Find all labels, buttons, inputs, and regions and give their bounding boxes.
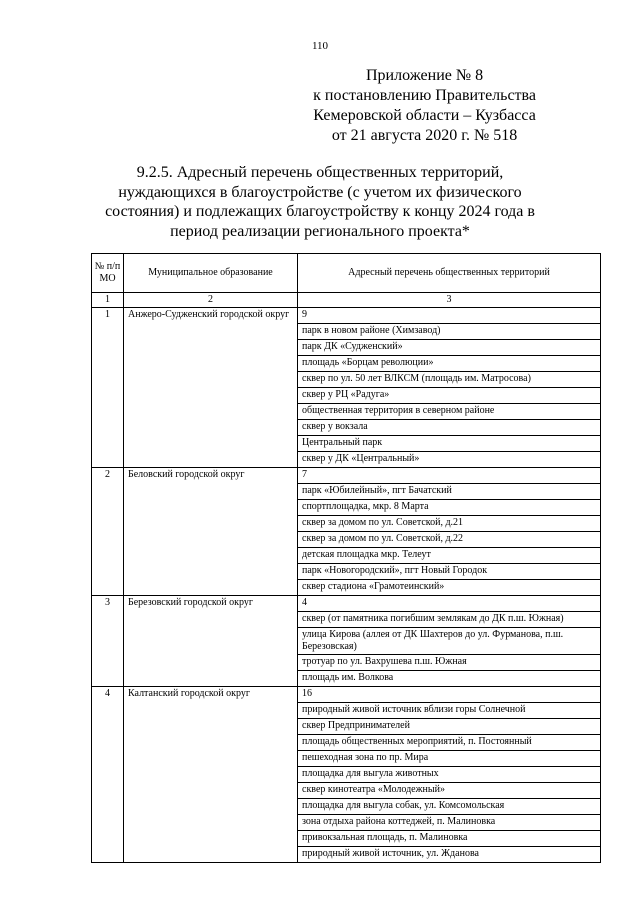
column-number: 1 <box>92 293 124 308</box>
row-number: 2 <box>92 468 124 596</box>
table-body <box>92 293 601 863</box>
territory-item: сквер у РЦ «Радуга» <box>298 388 601 404</box>
territory-item: детская площадка мкр. Телеут <box>298 548 601 564</box>
territory-item: природный живой источник вблизи горы Солнечной <box>298 703 601 719</box>
table-row <box>92 596 601 612</box>
territory-item: площадь общественных мероприятий, п. Постоянный <box>298 735 601 751</box>
row-number: 4 <box>92 687 124 863</box>
territory-item: сквер у ДК «Центральный» <box>298 452 601 468</box>
municipality-name: Березовский городской округ <box>124 596 298 687</box>
territory-item: общественная территория в северном районе <box>298 404 601 420</box>
territory-item: площадка для выгула собак, ул. Комсомольская <box>298 799 601 815</box>
header-number: № п/п МО <box>92 254 124 293</box>
territory-item: парк «Новогородский», пгт Новый Городок <box>298 564 601 580</box>
territory-item: сквер за домом по ул. Советской, д.21 <box>298 516 601 532</box>
appendix-line-4: от 21 августа 2020 г. № 518 <box>331 127 518 144</box>
municipality-name: Калтанский городской округ <box>124 687 298 863</box>
territory-item: Центральный парк <box>298 436 601 452</box>
territory-item: зона отдыха района коттеджей, п. Малиновка <box>298 815 601 831</box>
territory-count: 4 <box>298 596 601 612</box>
column-number: 2 <box>124 293 298 308</box>
territory-item: пешеходная зона по пр. Мира <box>298 751 601 767</box>
row-number: 1 <box>92 308 124 468</box>
appendix-line-3: Кемеровской области – Кузбасса <box>313 107 536 124</box>
territory-item: сквер за домом по ул. Советской, д.22 <box>298 532 601 548</box>
table-row <box>92 468 601 484</box>
municipality-name: Беловский городской округ <box>124 468 298 596</box>
section-heading: 9.2.5. Адресный перечень общественных территорий, нуждающихся в благоустройстве (с учетом их физического состояния) и подлежащих благоустройству к концу 2024 года в период реализации регионального проекта* <box>105 164 535 240</box>
territory-item: сквер Предпринимателей <box>298 719 601 735</box>
territory-item: природный живой источник, ул. Жданова <box>298 847 601 863</box>
column-number: 3 <box>298 293 601 308</box>
territory-item: улица Кирова (аллея от ДК Шахтеров до ул. Фурманова, п.ш. Березовская) <box>298 628 601 655</box>
municipality-name: Анжеро-Судженский городской округ <box>124 308 298 468</box>
row-number: 3 <box>92 596 124 687</box>
territory-count: 9 <box>298 308 601 324</box>
territories-table <box>91 253 601 863</box>
appendix-line-2: к постановлению Правительства <box>313 87 536 104</box>
territory-item: сквер кинотеатра «Молодежный» <box>298 783 601 799</box>
territory-item: тротуар по ул. Вахрушева п.ш. Южная <box>298 655 601 671</box>
territory-item: парк ДК «Судженский» <box>298 340 601 356</box>
table-row <box>92 687 601 703</box>
table-header-row <box>92 254 601 293</box>
header-territories: Адресный перечень общественных территорий <box>298 254 601 293</box>
territory-item: парк «Юбилейный», пгт Бачатский <box>298 484 601 500</box>
appendix-block <box>313 66 536 146</box>
territory-item: сквер по ул. 50 лет ВЛКСМ (площадь им. Матросова) <box>298 372 601 388</box>
territory-item: парк в новом районе (Химзавод) <box>298 324 601 340</box>
territory-item: спортплощадка, мкр. 8 Марта <box>298 500 601 516</box>
column-number-row <box>92 293 601 308</box>
territory-item: площадь им. Волкова <box>298 671 601 687</box>
territory-item: сквер стадиона «Грамотеинский» <box>298 580 601 596</box>
table-row <box>92 308 601 324</box>
appendix-line-1: Приложение № 8 <box>365 67 484 84</box>
territory-item: сквер у вокзала <box>298 420 601 436</box>
territory-item: привокзальная площадь, п. Малиновка <box>298 831 601 847</box>
page-number: 110 <box>311 40 329 52</box>
territory-item: площадь «Борцам революции» <box>298 356 601 372</box>
territory-item: сквер (от памятника погибшим землякам до ДК п.ш. Южная) <box>298 612 601 628</box>
header-municipality: Муниципальное образование <box>124 254 298 293</box>
territory-count: 7 <box>298 468 601 484</box>
territory-item: площадка для выгула животных <box>298 767 601 783</box>
territory-count: 16 <box>298 687 601 703</box>
